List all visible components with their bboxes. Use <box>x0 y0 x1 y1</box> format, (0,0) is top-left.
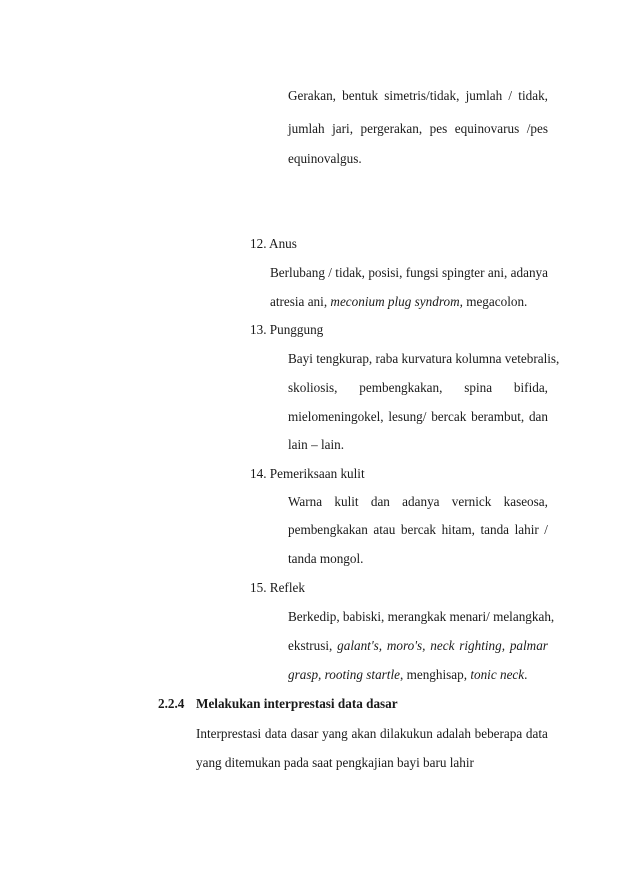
text-run: . <box>524 667 528 682</box>
list-item-heading: 12. Anus <box>250 236 297 251</box>
list-item-heading: 14. Pemeriksaan kulit <box>250 466 365 481</box>
paragraph-line: jumlah jari, pergerakan, pes equinovarus /pes <box>288 121 548 136</box>
paragraph-line: lain – lain. <box>288 437 345 452</box>
text-run: megacolon. <box>462 294 528 309</box>
section-number: 2.2.4 <box>158 696 185 711</box>
paragraph-line: Berkedip, babiski, merangkak menari/ melangkah, <box>288 609 555 624</box>
paragraph-line: Bayi tengkurap, raba kurvatura kolumna vetebralis, <box>288 351 560 366</box>
paragraph-line: Warna kulit dan adanya vernick kaseosa, <box>288 494 548 509</box>
paragraph-line: skoliosis, pembengkakan, spina bifida, <box>288 380 548 395</box>
italic-term: tonic neck <box>470 667 525 682</box>
paragraph-line: Berlubang / tidak, posisi, fungsi spingter ani, adanya <box>270 265 548 280</box>
paragraph-line: equinovalgus. <box>288 151 362 166</box>
paragraph-line: ekstrusi, galant's, moro's, neck righting, palmar <box>288 638 548 653</box>
list-item-heading: 13. Punggung <box>250 322 324 337</box>
paragraph-line: pembengkakan atau bercak hitam, tanda lahir / <box>288 522 548 537</box>
paragraph-line: tanda mongol. <box>288 551 364 566</box>
paragraph-line: mielomeningokel, lesung/ bercak berambut, dan <box>288 409 548 424</box>
paragraph-line <box>288 667 527 683</box>
section-title: Melakukan interprestasi data dasar <box>196 696 398 711</box>
paragraph-line <box>270 294 527 310</box>
paragraph-line: yang ditemukan pada saat pengkajian bayi baru lahir <box>196 755 474 770</box>
italic-term: meconium plug syndrom, <box>330 294 463 309</box>
text-run: , menghisap, <box>399 667 471 682</box>
list-item-heading: 15. Reflek <box>250 580 305 595</box>
paragraph-line: Gerakan, bentuk simetris/tidak, jumlah / tidak, <box>288 88 548 103</box>
italic-term: grasp, rooting startle <box>288 667 400 682</box>
paragraph-line: Interprestasi data dasar yang akan dilakukun adalah beberapa data <box>196 726 548 741</box>
text-run: atresia ani, <box>270 294 331 309</box>
